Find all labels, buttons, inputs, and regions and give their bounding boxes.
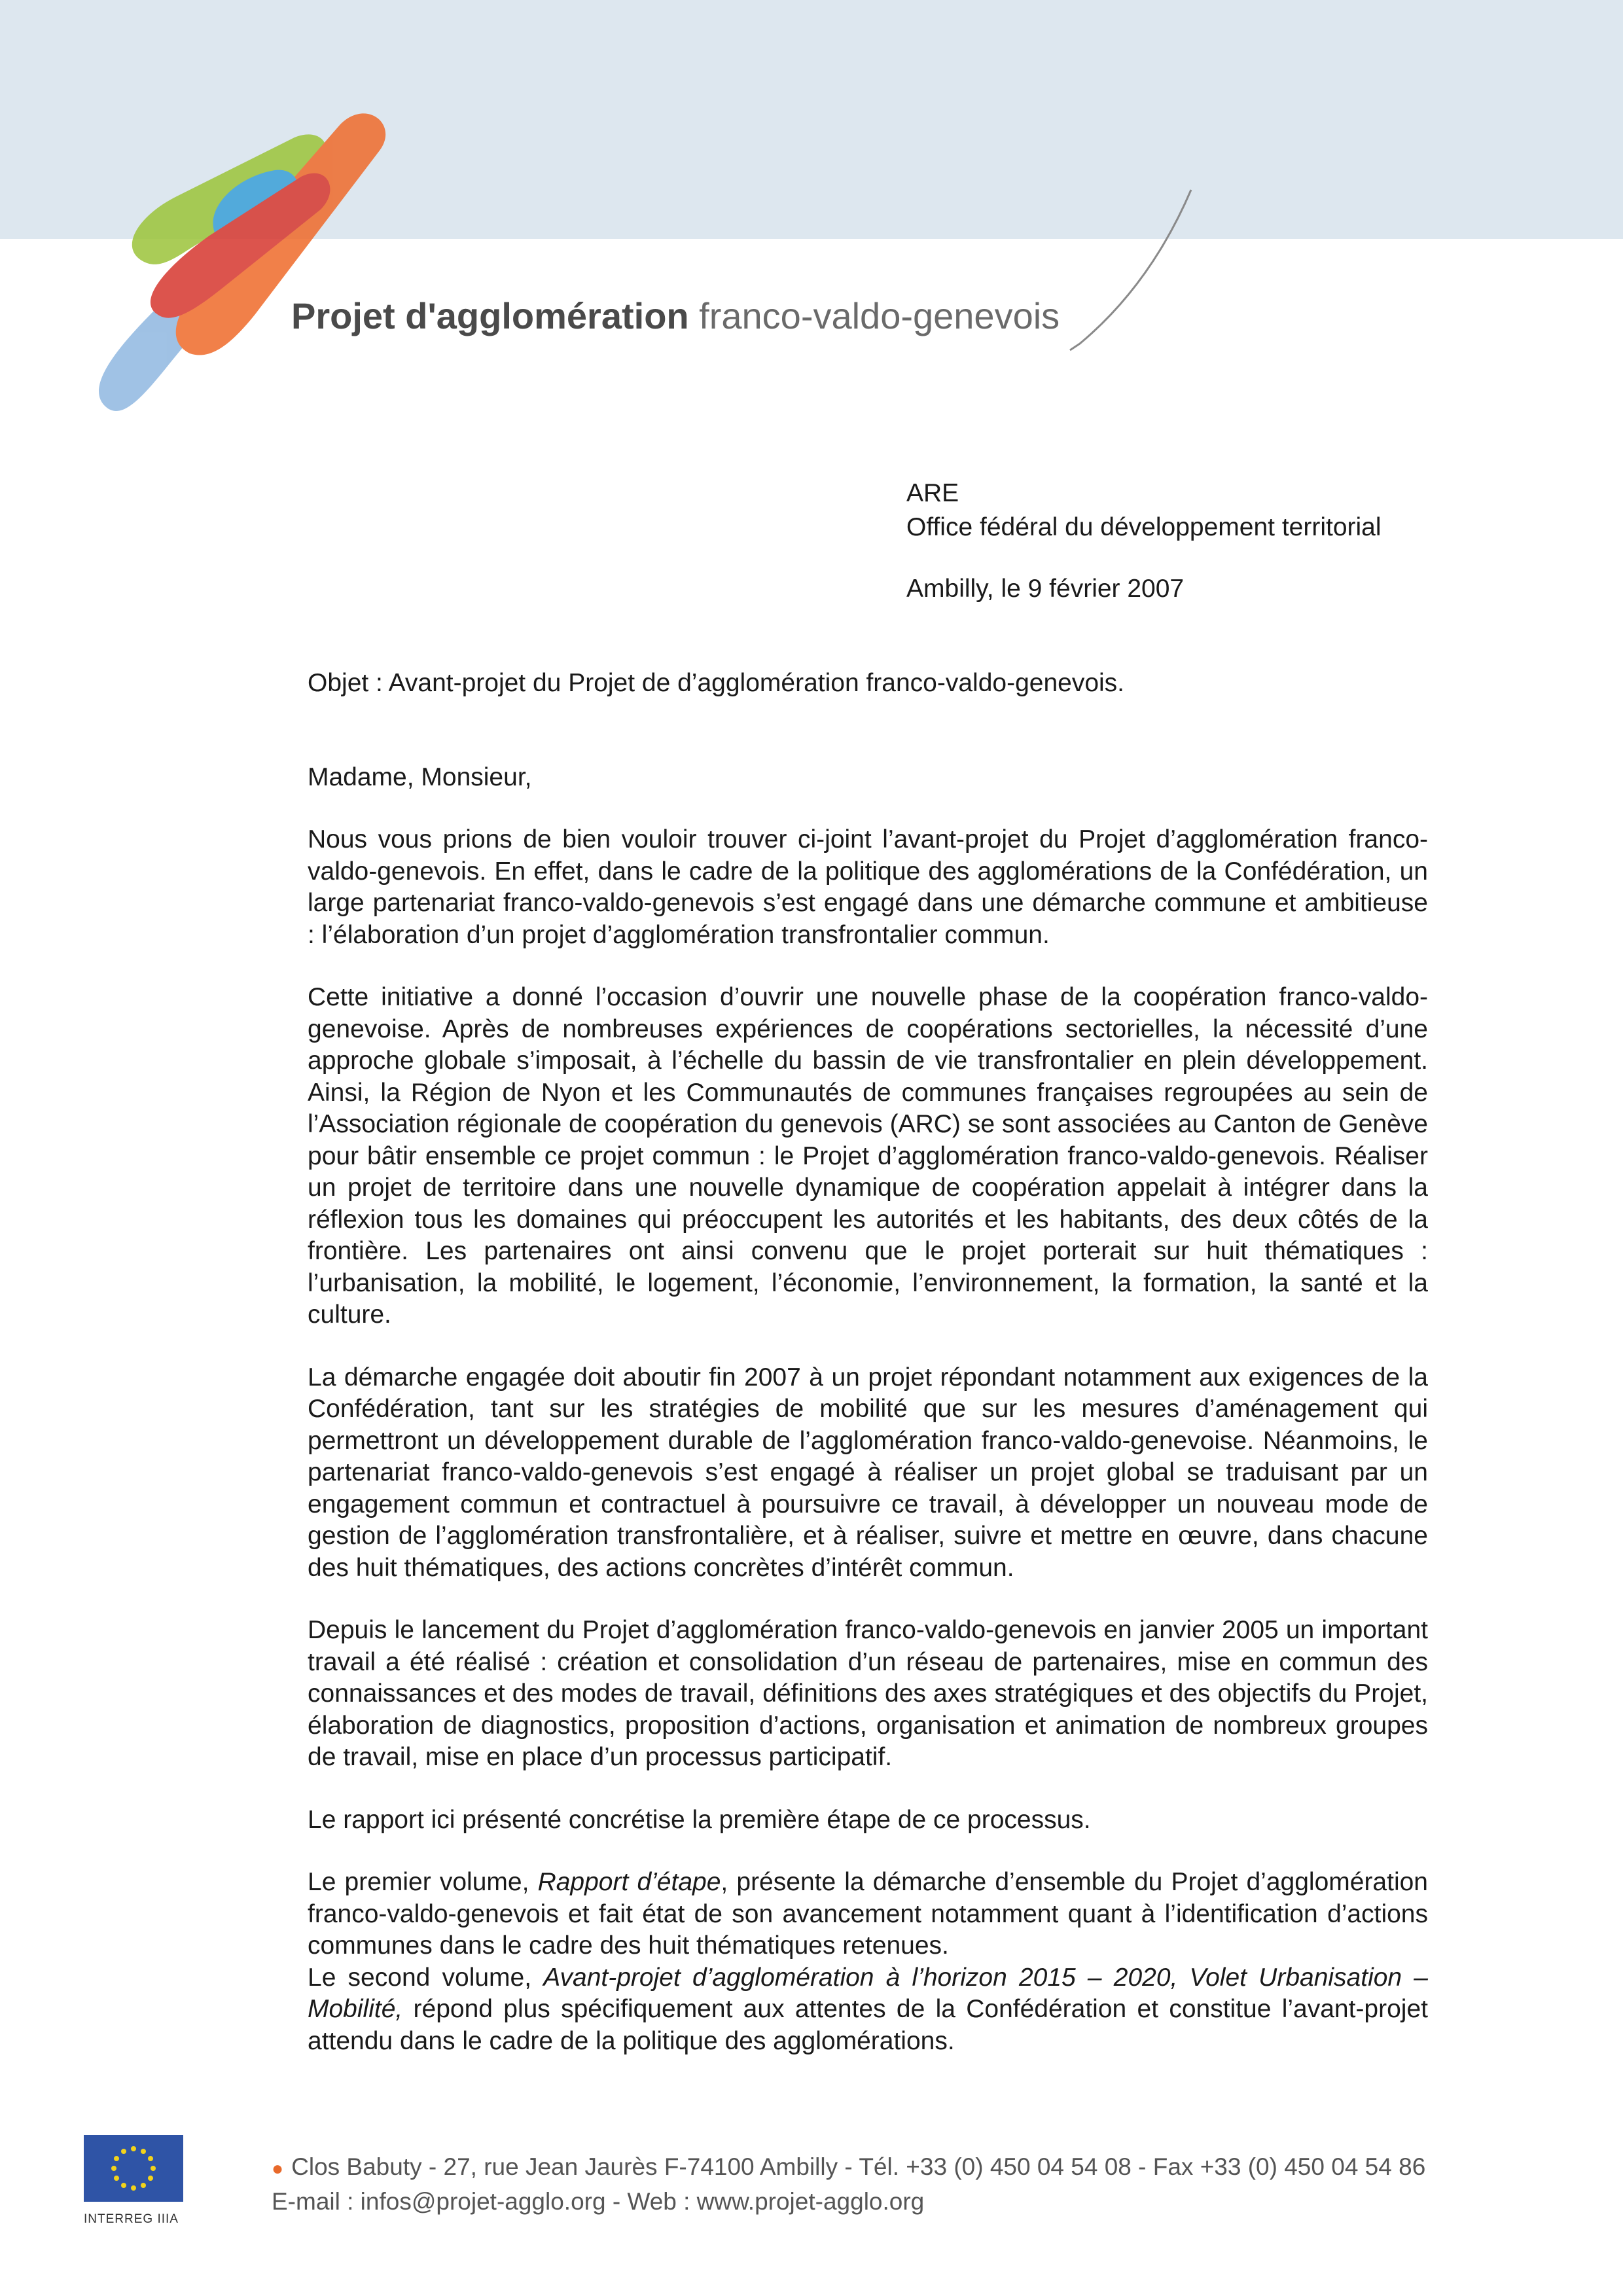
p7-before: Le second volume,: [308, 1963, 544, 1992]
volume-1-title: Rapport d’étape: [537, 1868, 721, 1896]
p6-after: , présente la démarche d’ensemble du Projet d’agglomération franco-valdo-genevois et fait état de son avancement notamment quant à l’identification d’actions communes dans le cadre des huit thématiques retenues.: [308, 1868, 1428, 1960]
footer-contact: [272, 2151, 1425, 2218]
interreg-label: INTERREG IIIA: [84, 2212, 179, 2226]
paragraph-2: Cette initiative a donné l’occasion d’ouvrir une nouvelle phase de la coopération franco-valdo-genevoise. Après de nombreuses expériences de coopérations sectorielles, la nécessité d’une approche globale s’imposait, à l’échelle du bassin de vie transfrontalier en plein développement. Ainsi, la Région de Nyon et les Communautés de communes françaises regroupées au sein de l’Association régionale de coopération du genevois (ARC) se sont associées au Canton de Genève pour bâtir ensemble ce projet commun : le Projet d’agglomération franco-valdo-genevois. Réaliser un projet de territoire dans une nouvelle dynamique de coopération appelait à intégrer dans la réflexion tous les domaines qui préoccupent les autorités et les habitants, des deux côtés de la frontière. Les partenaires ont ainsi convenu que le projet porterait sur huit thématiques : l’urbanisation, la mobilité, le logement, l’économie, l’environnement, la formation, la santé et la culture.: [308, 983, 1428, 1329]
eu-flag-icon: [84, 2135, 183, 2202]
paragraph-5: Le rapport ici présenté concrétise la première étape de ce processus.: [308, 1805, 1091, 1834]
footer-web: E-mail : infos@projet-agglo.org - Web : www.projet-agglo.org: [272, 2188, 925, 2215]
recipient-office: Office fédéral du développement territorial: [906, 513, 1382, 541]
paragraph-3: La démarche engagée doit aboutir fin 2007 à un projet répondant notamment aux exigences de la Confédération, tant sur les stratégies de mobilité que sur les mesures d’aménagement qui permettront un développement durable de l’agglomération franco-valdo-genevoise. Néanmoins, le partenariat franco-valdo-genevois s’est engagé à réaliser un projet global se traduisant par un engagement commun et contractuel à poursuivre ce travail, à développer un nouveau mode de gestion de l’agglomération transfrontalière, et à réaliser, suivre et mettre en œuvre, dans chacune des huit thématiques, des actions concrètes d’intérêt commun.: [308, 1363, 1428, 1582]
agglomeration-logo-mark: [79, 98, 419, 439]
logo-swoosh: [1047, 183, 1204, 353]
letter-salutation: Madame, Monsieur,: [308, 762, 532, 791]
footer-address-text: Clos Babuty - 27, rue Jean Jaurès F-74100 Ambilly - Tél. +33 (0) 450 04 54 08 - Fax +33 (0) 450 04 54 86: [291, 2153, 1426, 2180]
logo-wordmark-light: franco-valdo-genevois: [699, 295, 1060, 336]
bullet-icon: ●: [272, 2158, 284, 2179]
footer-address: [272, 2151, 1425, 2185]
paragraph-1: Nous vous prions de bien vouloir trouver ci-joint l’avant-projet du Projet d’agglomération franco-valdo-genevois. En effet, dans le cadre de la politique des agglomérations de la Confédération, un large partenariat franco-valdo-genevois s’est engagé dans une démarche commune et ambitieuse : l’élaboration d’un projet d’agglomération transfrontalier commun.: [308, 825, 1428, 949]
paragraph-4: Depuis le lancement du Projet d’agglomération franco-valdo-genevois en janvier 2005 un important travail a été réalisé : création et consolidation d’un réseau de partenaires, mise en commun des connaissances et des modes de travail, définitions des axes stratégiques et des objectifs du Projet, élaboration de diagnostics, proposition d’actions, organisation et animation de nombreux groupes de travail, mise en place d’un processus participatif.: [308, 1616, 1428, 1771]
p7-after: répond plus spécifiquement aux attentes de la Confédération et constitue l’avant-projet attendu dans le cadre de la politique des agglomérations.: [308, 1995, 1428, 2055]
paragraph-6: [308, 1867, 1428, 1962]
logo-wordmark-strong: Projet d'agglomération: [291, 295, 689, 336]
recipient-block: [906, 476, 1382, 606]
recipient-org: ARE: [906, 479, 959, 507]
place-date: Ambilly, le 9 février 2007: [906, 575, 1185, 603]
p6-before: Le premier volume,: [308, 1868, 538, 1896]
letter-subject: Objet : Avant-projet du Projet de d’agglomération franco-valdo-genevois.: [308, 669, 1125, 697]
paragraph-7: [308, 1962, 1428, 2058]
volume-2-title: Avant-projet d’agglomération à l’horizon 2015 – 2020, Volet Urbanisation – Mobilité,: [308, 1963, 1428, 2023]
letter-body: [308, 668, 1428, 2088]
logo-wordmark: [291, 295, 1060, 337]
